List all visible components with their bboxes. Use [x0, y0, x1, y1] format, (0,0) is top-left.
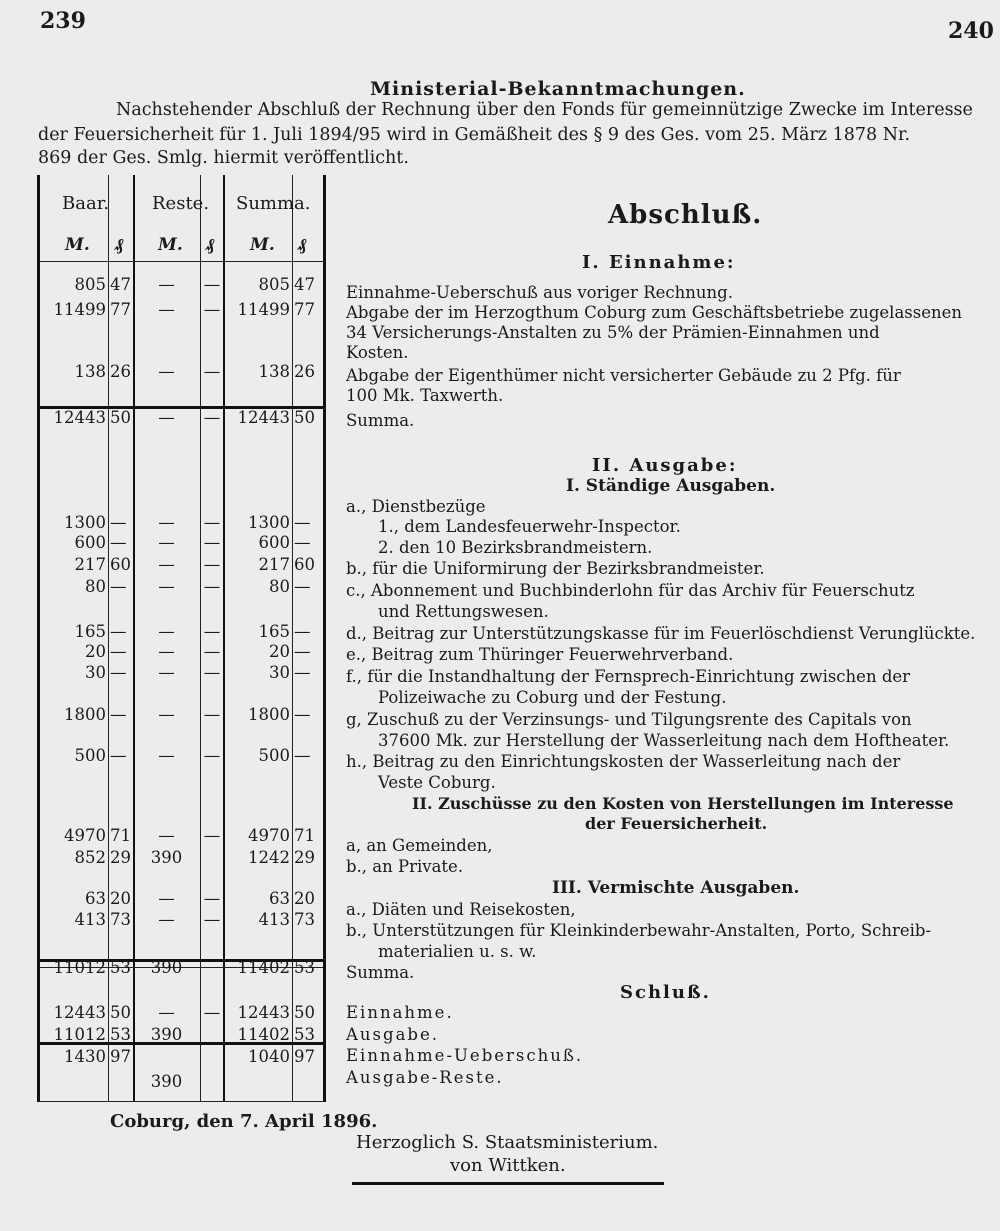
table-cell-baar-m: 12443 [53, 1003, 106, 1022]
table-cell-reste-m: — [158, 705, 175, 724]
table-cell-reste-pf: — [203, 910, 221, 929]
schluss-item: Ausgabe-Reste. [346, 1068, 504, 1087]
table-cell-baar-pf: — [110, 513, 127, 532]
table-cell-baar-m: 217 [74, 555, 106, 574]
einnahme-item: Einnahme-Ueberschuß aus voriger Rechnung. [346, 283, 733, 302]
table-cell-reste-pf: — [203, 577, 221, 596]
column-rule [200, 175, 201, 1101]
staendige-heading: I. Ständige Ausgaben. [566, 476, 776, 496]
table-cell-summa-pf: — [294, 746, 311, 765]
table-cell-reste-m: — [158, 533, 175, 552]
table-cell-baar-m: 1430 [64, 1047, 106, 1066]
ausgabe-heading: II. Ausgabe: [592, 455, 738, 476]
table-cell-baar-m: 63 [85, 889, 106, 908]
table-cell-summa-m: 12443 [237, 1003, 290, 1022]
table-cell-reste-m: 390 [150, 848, 183, 867]
unit-pfennig: ₰ [298, 235, 307, 255]
zuschuesse-heading: II. Zuschüsse zu den Kosten von Herstellungen im Interesse [412, 794, 954, 813]
table-cell-reste-m: — [158, 362, 175, 381]
table-cell-reste-pf: — [203, 513, 221, 532]
zuschuesse-heading-cont: der Feuersicherheit. [585, 814, 768, 833]
table-cell-summa-pf: 73 [294, 910, 315, 929]
table-cell-baar-m: 80 [85, 577, 106, 596]
table-cell-reste-m: — [158, 408, 175, 427]
table-cell-reste-m: — [158, 663, 175, 682]
table-cell-baar-m: 1300 [64, 513, 106, 532]
schluss-item: Ausgabe. [346, 1025, 439, 1044]
table-cell-reste-m: 390 [150, 958, 183, 977]
table-cell-reste-pf: — [203, 889, 221, 908]
einnahme-summa: Summa. [346, 411, 415, 430]
einnahme-item: 34 Versicherungs-Anstalten zu 5% der Prämien-Einnahmen und [346, 323, 880, 342]
intro-line-2: der Feuersicherheit für 1. Juli 1894/95 wird in Gemäßheit des § 9 des Ges. vom 25. März 1878 Nr. [38, 125, 911, 145]
unit-pfennig: ₰ [115, 235, 124, 255]
table-cell-baar-pf: 50 [110, 408, 131, 427]
ausgabe-item: c., Abonnement und Buchbinderlohn für das Archiv für Feuerschutz [346, 581, 915, 600]
table-cell-summa-m: 20 [269, 642, 290, 661]
table-cell-reste-pf: — [203, 746, 221, 765]
table-cell-summa-m: 805 [258, 275, 290, 294]
vermischte-item: b., Unterstützungen für Kleinkinderbewahr-Anstalten, Porto, Schreib- [346, 921, 932, 940]
einnahme-item: Abgabe der im Herzogthum Coburg zum Geschäftsbetriebe zugelassenen [346, 303, 962, 322]
table-cell-summa-pf: 47 [294, 275, 315, 294]
table-cell-summa-pf: 53 [294, 1025, 315, 1044]
table-cell-reste-pf: — [203, 622, 221, 641]
page-number-left: 239 [40, 8, 86, 34]
table-rule [40, 261, 323, 262]
table-cell-summa-pf: — [294, 663, 311, 682]
einnahme-item: Abgabe der Eigenthümer nicht versicherter Gebäude zu 2 Pfg. für [346, 366, 901, 385]
page-number-right: 240 [948, 18, 994, 44]
schluss-item: Einnahme-Ueberschuß. [346, 1046, 584, 1065]
ausgabe-item: f., für die Instandhaltung der Fernsprech-Einrichtung zwischen der [346, 667, 911, 686]
table-cell-reste-pf: — [203, 533, 221, 552]
table-cell-reste-pf: — [203, 300, 221, 319]
column-rule [108, 175, 109, 1101]
table-cell-summa-m: 4970 [248, 826, 290, 845]
header-summa: Summa. [236, 193, 311, 214]
table-cell-baar-m: 852 [74, 848, 106, 867]
table-cell-baar-pf: — [110, 705, 127, 724]
table-cell-summa-m: 1040 [248, 1047, 290, 1066]
table-cell-summa-m: 413 [258, 910, 290, 929]
footer-rule [352, 1182, 664, 1185]
table-cell-summa-m: 30 [269, 663, 290, 682]
authority: Herzoglich S. Staatsministerium. [356, 1132, 659, 1153]
table-cell-summa-pf: 50 [294, 1003, 315, 1022]
table-cell-baar-pf: 50 [110, 1003, 131, 1022]
signature: von Wittken. [450, 1155, 566, 1176]
table-cell-reste-m: — [158, 577, 175, 596]
table-cell-baar-pf: — [110, 642, 127, 661]
place-date: Coburg, den 7. April 1896. [110, 1111, 378, 1132]
table-cell-summa-m: 1300 [248, 513, 290, 532]
table-cell-reste-m: — [158, 642, 175, 661]
table-cell-reste-m: — [158, 826, 175, 845]
ausgabe-summa: Summa. [346, 963, 415, 982]
table-cell-summa-m: 500 [258, 746, 290, 765]
table-cell-baar-pf: 29 [110, 848, 131, 867]
intro-line-3: 869 der Ges. Smlg. hiermit veröffentlicht. [38, 148, 409, 168]
table-cell-reste-m: — [158, 910, 175, 929]
table-cell-baar-pf: 20 [110, 889, 131, 908]
table-cell-reste-pf: — [203, 705, 221, 724]
table-cell-baar-pf: 73 [110, 910, 131, 929]
table-cell-reste-m: — [158, 746, 175, 765]
header-baar: Baar. [62, 193, 110, 214]
table-cell-summa-m: 11402 [237, 958, 290, 977]
table-cell-summa-pf: 50 [294, 408, 315, 427]
header-reste: Reste. [152, 193, 210, 214]
table-cell-baar-pf: 47 [110, 275, 131, 294]
table-cell-baar-m: 805 [74, 275, 106, 294]
ausgabe-item: 1., dem Landesfeuerwehr-Inspector. [378, 517, 681, 536]
accounts-table [37, 175, 326, 1102]
zuschuss-item: a, an Gemeinden, [346, 836, 493, 855]
table-cell-summa-pf: — [294, 533, 311, 552]
ausgabe-item: Polizeiwache zu Coburg und der Festung. [378, 688, 727, 707]
table-cell-summa-m: 138 [258, 362, 290, 381]
unit-mark: M. [158, 235, 183, 255]
table-cell-baar-m: 500 [74, 746, 106, 765]
table-cell-summa-m: 80 [269, 577, 290, 596]
table-cell-baar-pf: 26 [110, 362, 131, 381]
intro-line-1: Nachstehender Abschluß der Rechnung über den Fonds für gemeinnützige Zwecke im Interesse [116, 100, 973, 120]
table-cell-reste-m: — [158, 275, 175, 294]
ausgabe-item: b., für die Uniformirung der Bezirksbrandmeister. [346, 559, 765, 578]
ausgabe-item: a., Dienstbezüge [346, 497, 486, 516]
table-cell-reste-pf: — [203, 663, 221, 682]
table-cell-baar-pf: 53 [110, 1025, 131, 1044]
table-cell-baar-m: 11012 [53, 958, 106, 977]
table-cell-baar-m: 4970 [64, 826, 106, 845]
zuschuss-item: b., an Private. [346, 857, 464, 876]
einnahme-item: 100 Mk. Taxwerth. [346, 386, 504, 405]
table-cell-baar-pf: — [110, 577, 127, 596]
table-cell-summa-pf: — [294, 622, 311, 641]
ausgabe-item: d., Beitrag zur Unterstützungskasse für im Feuerlöschdienst Verunglückte. [346, 624, 976, 643]
table-cell-reste-m: — [158, 300, 175, 319]
table-cell-baar-m: 20 [85, 642, 106, 661]
table-cell-baar-pf: — [110, 663, 127, 682]
table-cell-baar-pf: — [110, 746, 127, 765]
ausgabe-item: 2. den 10 Bezirksbrandmeistern. [378, 538, 653, 557]
table-cell-reste-pf: — [203, 642, 221, 661]
table-cell-summa-pf: — [294, 642, 311, 661]
table-cell-summa-pf: — [294, 577, 311, 596]
table-cell-reste-pf: — [203, 275, 221, 294]
unit-mark: M. [65, 235, 90, 255]
table-cell-reste-m: — [158, 622, 175, 641]
vermischte-heading: III. Vermischte Ausgaben. [552, 878, 800, 898]
table-cell-summa-m: 1242 [248, 848, 290, 867]
unit-pfennig: ₰ [206, 235, 215, 255]
table-cell-summa-m: 12443 [237, 408, 290, 427]
ausgabe-item: Veste Coburg. [378, 773, 496, 792]
table-cell-baar-pf: 60 [110, 555, 131, 574]
column-rule [292, 175, 293, 1101]
table-cell-summa-m: 11402 [237, 1025, 290, 1044]
table-cell-reste-m: — [158, 513, 175, 532]
ausgabe-item: und Rettungswesen. [378, 602, 549, 621]
table-cell-reste-pf: — [203, 555, 221, 574]
table-cell-baar-m: 600 [74, 533, 106, 552]
table-cell-summa-m: 217 [258, 555, 290, 574]
abschluss-heading: Abschluß. [608, 200, 763, 230]
ausgabe-item: h., Beitrag zu den Einrichtungskosten der Wasserleitung nach der [346, 752, 901, 771]
table-cell-summa-pf: 26 [294, 362, 315, 381]
table-cell-baar-m: 413 [74, 910, 106, 929]
table-cell-reste-m: 390 [150, 1025, 183, 1044]
table-cell-summa-pf: 20 [294, 889, 315, 908]
table-cell-baar-m: 12443 [53, 408, 106, 427]
table-cell-baar-pf: 97 [110, 1047, 131, 1066]
table-cell-summa-pf: 29 [294, 848, 315, 867]
table-cell-baar-m: 11012 [53, 1025, 106, 1044]
ausgabe-item: g, Zuschuß zu der Verzinsungs- und Tilgungsrente des Capitals von [346, 710, 912, 729]
table-cell-baar-m: 30 [85, 663, 106, 682]
schluss-heading: Schluß. [620, 982, 711, 1003]
table-cell-summa-pf: — [294, 513, 311, 532]
vermischte-item: materialien u. s. w. [378, 942, 537, 961]
table-cell-reste-pf: — [203, 1003, 221, 1022]
table-cell-reste-m: — [158, 889, 175, 908]
table-cell-summa-pf: 71 [294, 826, 315, 845]
table-cell-reste-m: — [158, 555, 175, 574]
table-cell-summa-pf: — [294, 705, 311, 724]
table-cell-reste-pf: — [203, 826, 221, 845]
table-cell-reste-m: — [158, 1003, 175, 1022]
section-title: Ministerial-Bekanntmachungen. [370, 78, 746, 100]
table-cell-baar-m: 165 [74, 622, 106, 641]
table-cell-baar-pf: — [110, 533, 127, 552]
ausgabe-item: e., Beitrag zum Thüringer Feuerwehrverband. [346, 645, 734, 664]
table-cell-baar-m: 138 [74, 362, 106, 381]
schluss-item: Einnahme. [346, 1003, 454, 1022]
table-cell-baar-pf: — [110, 622, 127, 641]
einnahme-item: Kosten. [346, 343, 409, 362]
table-cell-summa-pf: 60 [294, 555, 315, 574]
table-cell-baar-m: 1800 [64, 705, 106, 724]
einnahme-heading: I. Einnahme: [582, 252, 736, 273]
table-cell-baar-m: 11499 [53, 300, 106, 319]
table-cell-summa-pf: 53 [294, 958, 315, 977]
table-cell-reste-pf: — [203, 362, 221, 381]
unit-mark: M. [250, 235, 275, 255]
vermischte-item: a., Diäten und Reisekosten, [346, 900, 576, 919]
table-cell-summa-m: 63 [269, 889, 290, 908]
table-cell-reste-m: 390 [150, 1072, 183, 1091]
ausgabe-item: 37600 Mk. zur Herstellung der Wasserleitung nach dem Hoftheater. [378, 731, 950, 750]
table-cell-summa-m: 600 [258, 533, 290, 552]
table-cell-summa-pf: 77 [294, 300, 315, 319]
table-cell-baar-pf: 77 [110, 300, 131, 319]
table-cell-summa-m: 1800 [248, 705, 290, 724]
table-cell-summa-pf: 97 [294, 1047, 315, 1066]
table-cell-reste-pf: — [203, 408, 221, 427]
table-cell-baar-pf: 53 [110, 958, 131, 977]
table-cell-summa-m: 165 [258, 622, 290, 641]
table-cell-baar-pf: 71 [110, 826, 131, 845]
table-cell-summa-m: 11499 [237, 300, 290, 319]
